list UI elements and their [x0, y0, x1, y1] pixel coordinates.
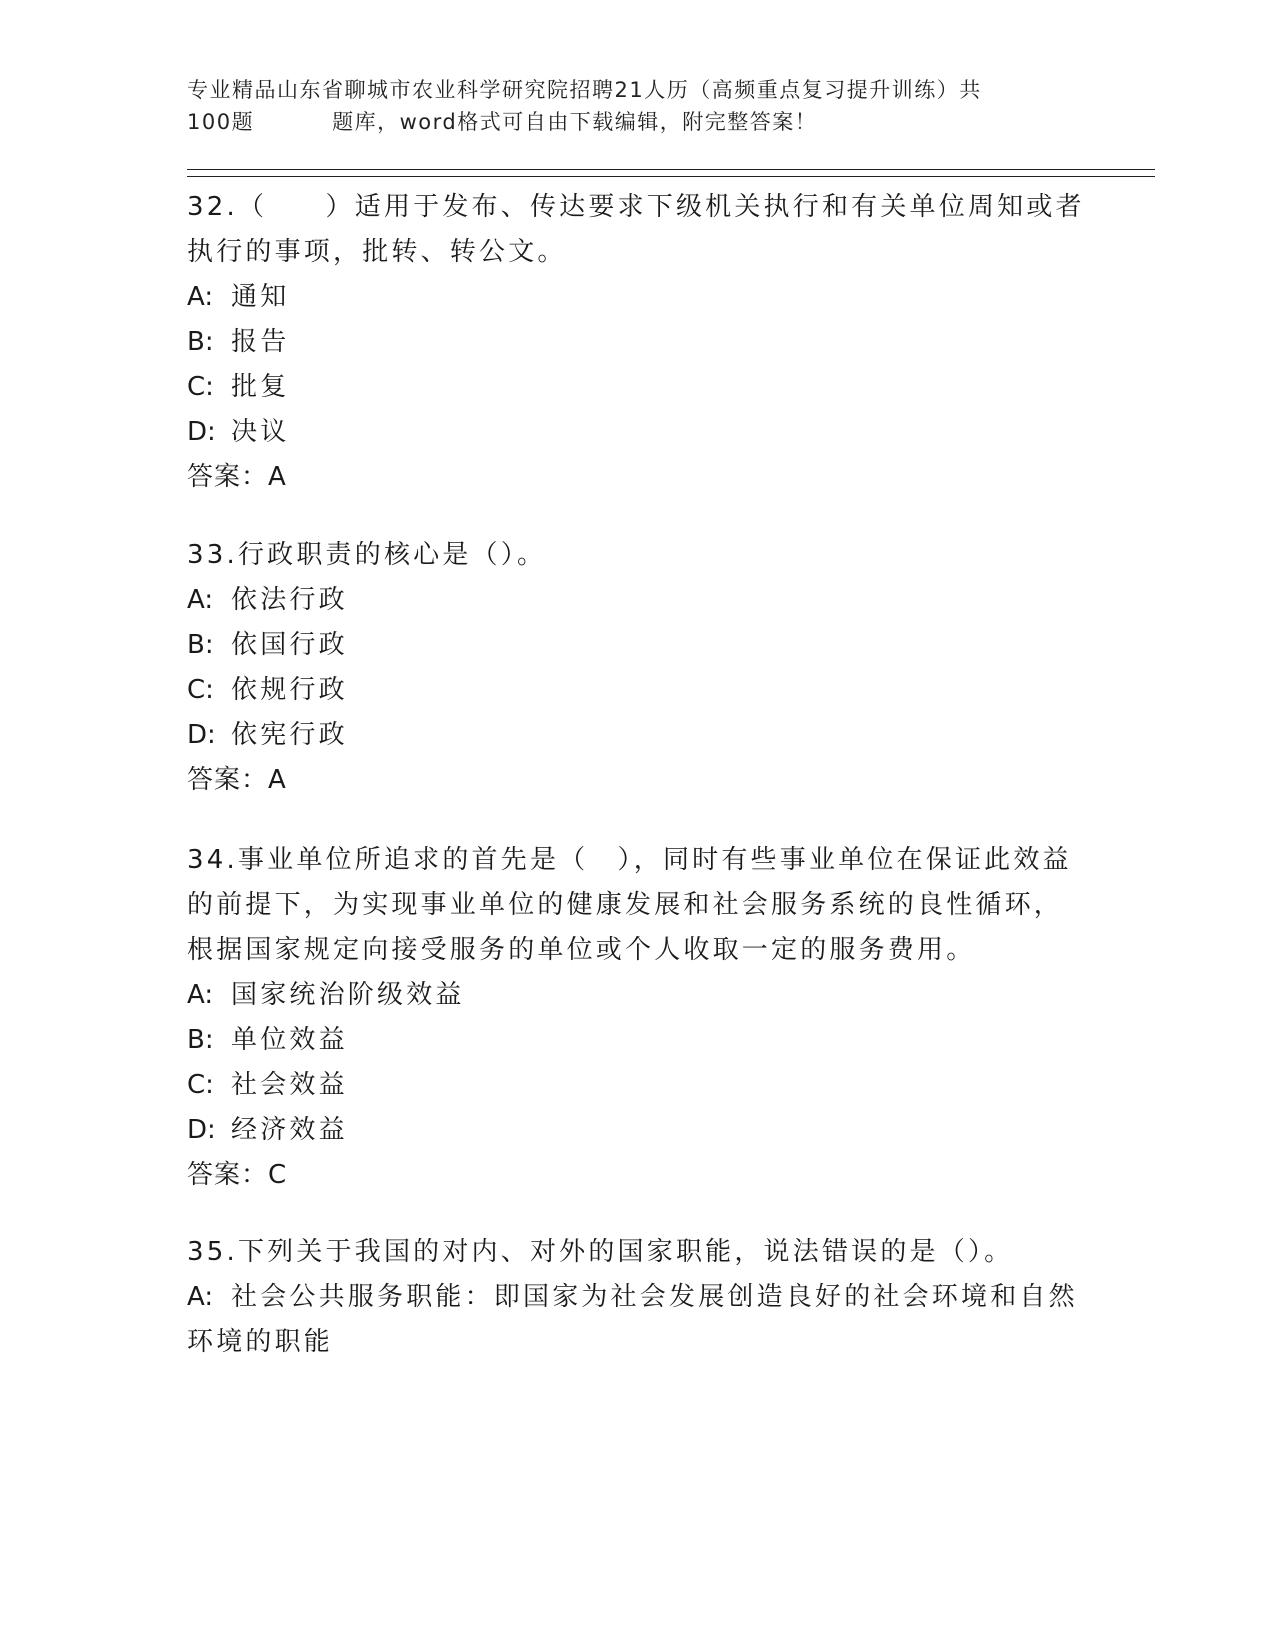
- option-c: C: 社会效益: [187, 1070, 348, 1100]
- option-a: A: 国家统治阶级效益: [187, 980, 465, 1010]
- option-b: B: 报告: [187, 327, 290, 357]
- option-a: A: 通知: [187, 282, 290, 312]
- option-d: D: 依宪行政: [187, 720, 348, 750]
- option-b: B: 单位效益: [187, 1025, 348, 1055]
- header-line-2: [187, 106, 1087, 138]
- header-line-1: 专业精品山东省聊城市农业科学研究院招聘21人历（高频重点复习提升训练）共: [187, 78, 982, 102]
- option-c: C: 批复: [187, 372, 290, 402]
- answer: 答案：A: [187, 462, 287, 492]
- option-c: C: 依规行政: [187, 675, 348, 705]
- header-question-count: 100题: [187, 110, 255, 134]
- question-stem: 32.（ ）适用于发布、传达要求下级机关执行和有关单位周知或者执行的事项，批转、转公文。: [187, 192, 1085, 267]
- option-a: A: 依法行政: [187, 585, 348, 615]
- option-b: B: 依国行政: [187, 630, 348, 660]
- header-description: 题库，word格式可自由下载编辑，附完整答案！: [332, 110, 818, 134]
- question-35: [187, 1230, 1087, 1365]
- question-stem: 35.下列关于我国的对内、对外的国家职能，说法错误的是（）。: [187, 1237, 1014, 1267]
- question-34: [187, 838, 1087, 1198]
- option-a: A: 社会公共服务职能：即国家为社会发展创造良好的社会环境和自然环境的职能: [187, 1282, 1078, 1357]
- option-d: D: 决议: [187, 417, 290, 447]
- header-rule-top: [187, 169, 1155, 170]
- question-33: [187, 533, 1087, 803]
- option-d: D: 经济效益: [187, 1115, 348, 1145]
- answer: 答案：A: [187, 765, 287, 795]
- question-32: [187, 185, 1087, 500]
- answer: 答案：C: [187, 1160, 288, 1190]
- question-stem: 33.行政职责的核心是（）。: [187, 540, 547, 570]
- question-stem: 34.事业单位所追求的首先是（ ），同时有些事业单位在保证此效益的前提下，为实现事业单位的健康发展和社会服务系统的良性循环，根据国家规定向接受服务的单位或个人收取一定的服务费用。: [187, 845, 1072, 965]
- header-rule-bottom: [187, 176, 1155, 177]
- page-header: [187, 74, 1087, 138]
